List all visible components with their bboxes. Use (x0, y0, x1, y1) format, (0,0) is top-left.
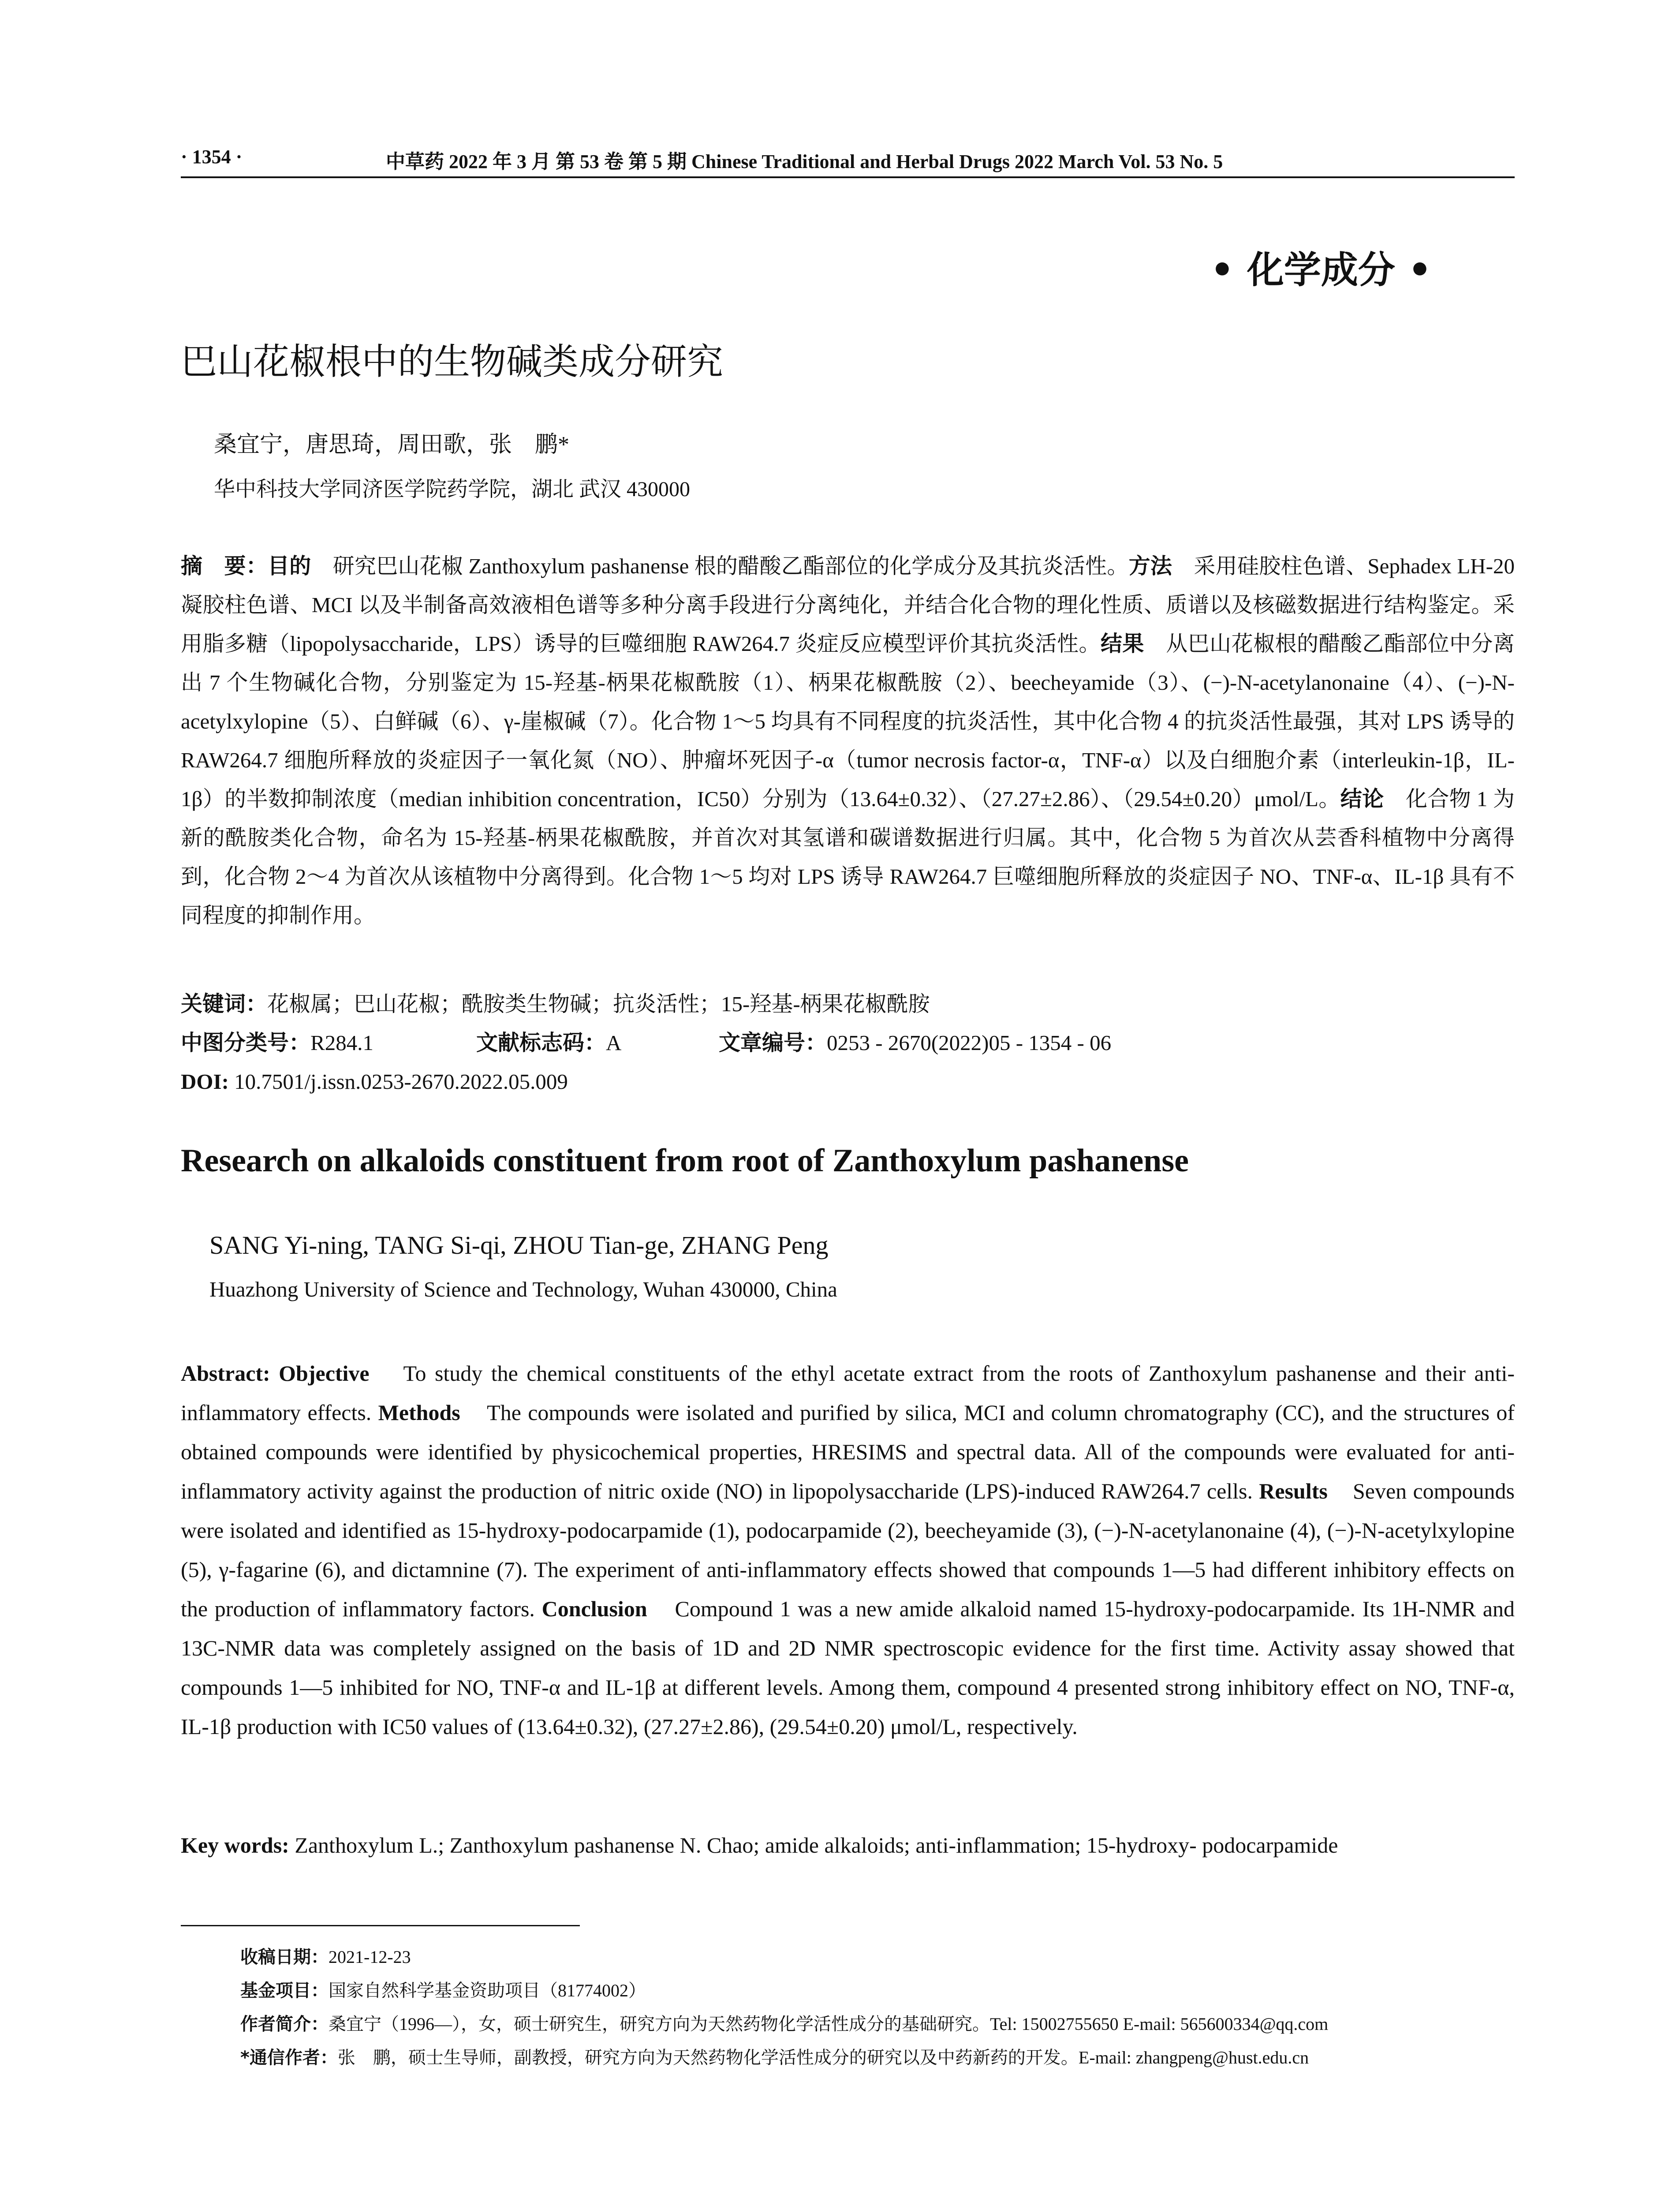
cn-conclusion-label: 结论 (1340, 786, 1384, 811)
journal-line: 中草药 2022 年 3 月 第 53 卷 第 5 期 Chinese Traditional and Herbal Drugs 2022 March Vol. 53 No. 5 (386, 151, 1223, 172)
article-no-value: 0253 - 2670(2022)05 - 1354 - 06 (827, 1031, 1112, 1055)
author-bio-label: 作者简介： (240, 2014, 329, 2034)
running-header (181, 146, 1515, 176)
doc-code-value: A (606, 1031, 622, 1055)
cn-title: 巴山花椒根中的生物碱类成分研究 (181, 341, 724, 383)
header-rule (181, 176, 1515, 178)
corresponding-text: 张 鹏，硕士生导师，副教授，研究方向为天然药物化学活性成分的研究以及中药新药的开发。E-mail: zhangpeng@hust.edu.cn (337, 2048, 1309, 2067)
en-results-label: Results (1259, 1479, 1328, 1503)
en-objective: To study the chemical constituents of the ethyl acetate extract from the roots of Zanthoxylum pashanense and their anti-inflammatory effects. (181, 1361, 1515, 1425)
footnote-author (240, 2007, 1515, 2041)
en-methods: The compounds were isolated and purified by silica, MCI and column chromatography (CC), and the structures of obtained compounds were identified by physicochemical properties, HRESIMS and spectral data. All of the compounds were evaluated for anti-inflammatory activity against the production of nitric oxide (NO) in lipopolysaccharide (LPS)-induced RAW264.7 cells. (181, 1400, 1520, 1503)
received-date: 2021-12-23 (329, 1947, 411, 1967)
footnote-corresponding (240, 2041, 1515, 2074)
en-abstract-label: Abstract: (181, 1361, 279, 1386)
cn-objective-label: 目的 (267, 553, 311, 579)
footnote-received (240, 1940, 1515, 1974)
fund-label: 基金项目： (240, 1981, 329, 2001)
doc-code-label: 文献标志码： (476, 1030, 606, 1055)
cn-results-label: 结果 (1100, 631, 1144, 656)
en-conclusion-label: Conclusion (541, 1596, 647, 1621)
cn-abstract (181, 547, 1515, 935)
en-methods-label: Methods (378, 1400, 460, 1425)
en-keywords-text: Zanthoxylum L.; Zanthoxylum pashanense N. Chao; amide alkaloids; anti-inflammation; 15-hydroxy- podocarpamide (295, 1833, 1338, 1857)
article-no-label: 文章编号： (719, 1030, 827, 1055)
clc-value: R284.1 (310, 1031, 373, 1055)
en-authors: SANG Yi-ning, TANG Si-qi, ZHOU Tian-ge, ZHANG Peng (209, 1231, 829, 1259)
cn-keywords-label: 关键词： (181, 991, 268, 1017)
received-label: 收稿日期： (240, 1947, 329, 1967)
en-keywords (181, 1826, 1515, 1865)
footnote-rule (181, 1925, 580, 1926)
cn-results: 从巴山花椒根的醋酸乙酯部位中分离出 7 个生物碱化合物，分别鉴定为 15-羟基-柄果花椒酰胺（1）、柄果花椒酰胺（2）、beecheyamide（3）、(−)-N-acetylanonaine（4）、(−)-N-acetylxylopine（5）、白鲜碱（6）、γ-崖椒碱（7）。化合物 1～5 均具有不同程度的抗炎活性，其中化合物 4 的抗炎活性最强，其对 LPS 诱导的 RAW264.7 细胞所释放的炎症因子一氧化氮（NO）、肿瘤坏死因子-α（tumor necrosis factor-α，TNF-α）以及白细胞介素（interleukin-1β，IL-1β）的半数抑制浓度（median inhibition concentration，IC50）分别为（13.64±0.32）、（27.27±2.86）、（29.54±0.20）μmol/L。 (181, 632, 1515, 811)
doi-label: DOI: (181, 1069, 229, 1094)
en-title: Research on alkaloids constituent from root of Zanthoxylum pashanense (181, 1143, 1189, 1179)
cn-conclusion: 化合物 1 为新的酰胺类化合物，命名为 15-羟基-柄果花椒酰胺，并首次对其氢谱和碳谱数据进行归属。其中，化合物 5 为首次从芸香科植物中分离得到，化合物 2～4 为首次从该植物中分离得到。化合物 1～5 均对 LPS 诱导 RAW264.7 巨噬细胞所释放的炎症因子 NO、TNF-α、IL-1β 具有不同程度的抑制作用。 (181, 787, 1515, 927)
doi-line (181, 1062, 568, 1101)
page-number: · 1354 · (181, 146, 243, 168)
cn-abstract-label: 摘 要： (181, 553, 268, 579)
footnotes (240, 1940, 1515, 2074)
cn-objective: 研究巴山花椒 Zanthoxylum pashanense 根的醋酸乙酯部位的化学成分及其抗炎活性。 (311, 554, 1129, 578)
cn-methods-label: 方法 (1128, 553, 1172, 579)
cn-authors: 桑宜宁，唐思琦，周田歌，张 鹏* (214, 432, 570, 457)
cn-affiliation: 华中科技大学同济医学院药学院，湖北 武汉 430000 (214, 478, 691, 501)
section-tag: • 化学成分 • (1210, 248, 1432, 292)
corresponding-label: *通信作者： (240, 2048, 338, 2068)
en-affiliation: Huazhong University of Science and Technology, Wuhan 430000, China (209, 1277, 837, 1301)
doi-value: 10.7501/j.issn.0253-2670.2022.05.009 (228, 1069, 568, 1094)
en-keywords-label: Key words: (181, 1833, 295, 1857)
en-abstract (181, 1354, 1520, 1746)
cn-methods: 采用硅胶柱色谱、Sephadex LH-20 凝胶柱色谱、MCI 以及半制备高效液相色谱等多种分离手段进行分离纯化，并结合化合物的理化性质、质谱以及核磁数据进行结构鉴定。采用脂多糖（lipopolysaccharide，LPS）诱导的巨噬细胞 RAW264.7 炎症反应模型评价其抗炎活性。 (181, 554, 1515, 656)
en-objective-label: Objective (279, 1361, 370, 1386)
footnote-fund (240, 1974, 1515, 2007)
author-bio-text: 桑宜宁（1996—），女，硕士研究生，研究方向为天然药物化学活性成分的基础研究。Tel: 15002755650 E-mail: 565600334@qq.com (329, 2014, 1329, 2034)
en-conclusion: Compound 1 was a new amide alkaloid named 15-hydroxy-podocarpamide. Its 1H-NMR and 13C-NMR data was completely assigned on the basis of 1D and 2D NMR spectroscopic evidence for the first time. Activity assay showed that compounds 1—5 inhibited for NO, TNF-α and IL-1β at different levels. Among them, compound 4 presented strong inhibitory effect on NO, TNF-α, IL-1β production with IC50 values of (13.64±0.32), (27.27±2.86), (29.54±0.20) μmol/L, respectively. (181, 1596, 1520, 1739)
cn-keywords-text: 花椒属；巴山花椒；酰胺类生物碱；抗炎活性；15-羟基-柄果花椒酰胺 (267, 992, 930, 1016)
clc-label: 中图分类号： (181, 1030, 311, 1055)
cn-keywords (181, 985, 1515, 1024)
en-results: Seven compounds were isolated and identified as 15-hydroxy-podocarpamide (1), podocarpamide (2), beecheyamide (3), (−)-N-acetylanonaine (4), (−)-N-acetylxylopine (5), γ-fagarine (6), and dictamnine (7). The experiment of anti-inflammatory effects showed that compounds 1—5 had different inhibitory effects on the production of inflammatory factors. (181, 1479, 1520, 1621)
classification-line (181, 1024, 1515, 1062)
fund-text: 国家自然科学基金资助项目（81774002） (329, 1981, 646, 2000)
